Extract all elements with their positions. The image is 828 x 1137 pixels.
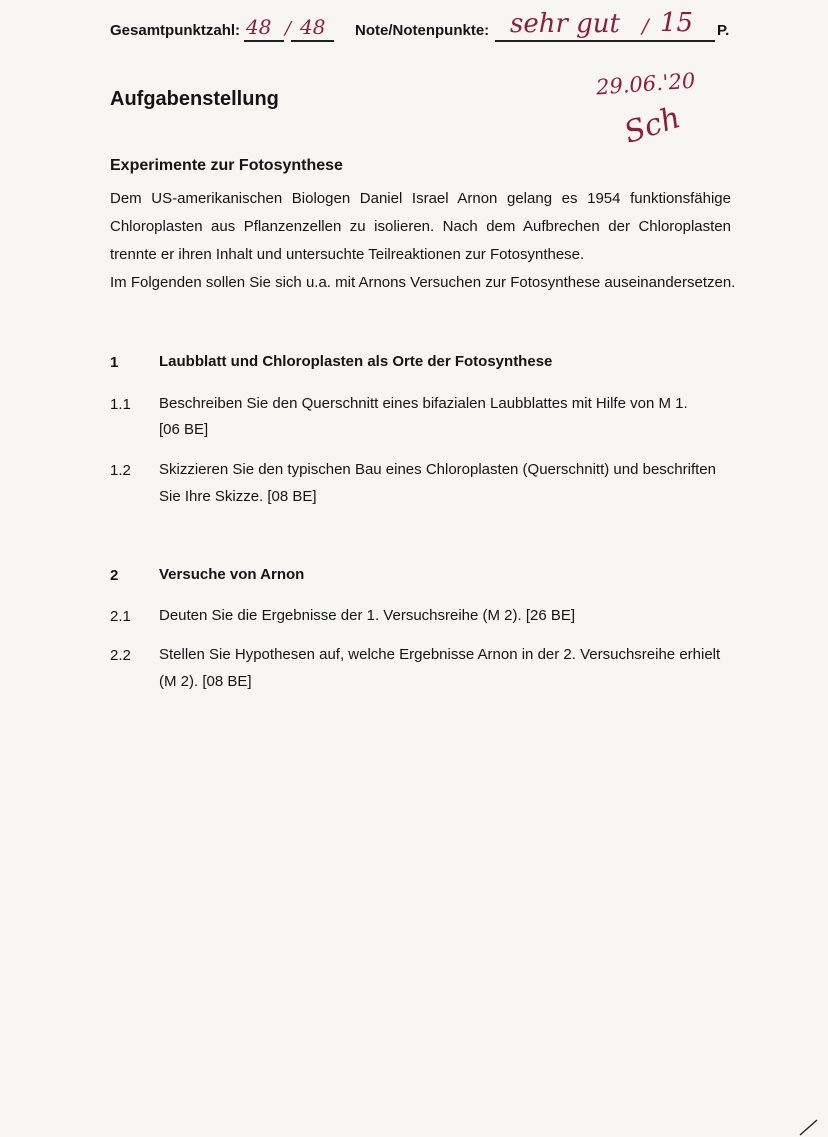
subtask-number: 2.1 xyxy=(110,608,131,625)
task-number: 2 xyxy=(110,567,119,584)
grade-separator: / xyxy=(642,14,649,38)
grade-underline xyxy=(495,40,715,42)
grade-text: sehr gut xyxy=(510,9,621,39)
grade-label: Note/Notenpunkte: xyxy=(355,22,490,39)
task-number: 1 xyxy=(110,354,119,371)
handwritten-date: 29.06.'20 xyxy=(595,68,697,100)
section-title: Aufgabenstellung xyxy=(110,88,279,110)
total-points-max: 48 xyxy=(300,15,326,39)
pen-stroke-mark xyxy=(798,1118,820,1137)
grade-points: 15 xyxy=(660,8,694,38)
total-points-label: Gesamtpunktzahl: xyxy=(110,22,241,39)
intro-line: Dem US-amerikanischen Biologen Daniel Israel Arnon gelang es 1954 funktionsfähige xyxy=(110,190,731,207)
total-points-achieved: 48 xyxy=(246,15,272,39)
task-title: Laubblatt und Chloroplasten als Orte der Fotosynthese xyxy=(159,353,553,370)
subtask-text-cont: [06 BE] xyxy=(159,421,209,438)
total-points-separator: / xyxy=(285,18,292,39)
task-title: Versuche von Arnon xyxy=(159,566,305,583)
handwritten-initials: Sch xyxy=(619,100,685,151)
subtask-text: Deuten Sie die Ergebnisse der 1. Versuchsreihe (M 2). [26 BE] xyxy=(159,607,576,624)
intro-line: Chloroplasten aus Pflanzenzellen zu isolieren. Nach dem Aufbrechen der Chloroplasten xyxy=(110,218,731,235)
intro-heading: Experimente zur Fotosynthese xyxy=(110,157,343,174)
intro-line: trennte er ihren Inhalt und untersuchte Teilreaktionen zur Fotosynthese. xyxy=(110,246,585,263)
intro-line: Im Folgenden sollen Sie sich u.a. mit Arnons Versuchen zur Fotosynthese auseinandersetzen. xyxy=(110,274,736,291)
subtask-text-cont: (M 2). [08 BE] xyxy=(159,673,252,690)
subtask-text-cont: Sie Ihre Skizze. [08 BE] xyxy=(159,488,317,505)
points-suffix: P. xyxy=(717,22,730,39)
subtask-text: Beschreiben Sie den Querschnitt eines bifazialen Laubblattes mit Hilfe von M 1. xyxy=(159,395,688,412)
subtask-number: 1.2 xyxy=(110,462,131,479)
achieved-underline xyxy=(244,40,284,42)
subtask-number: 1.1 xyxy=(110,396,131,413)
subtask-text: Skizzieren Sie den typischen Bau eines Chloroplasten (Querschnitt) und beschriften xyxy=(159,461,716,478)
subtask-text: Stellen Sie Hypothesen auf, welche Ergebnisse Arnon in der 2. Versuchsreihe erhielt xyxy=(159,646,721,663)
max-underline xyxy=(291,40,334,42)
subtask-number: 2.2 xyxy=(110,647,131,664)
